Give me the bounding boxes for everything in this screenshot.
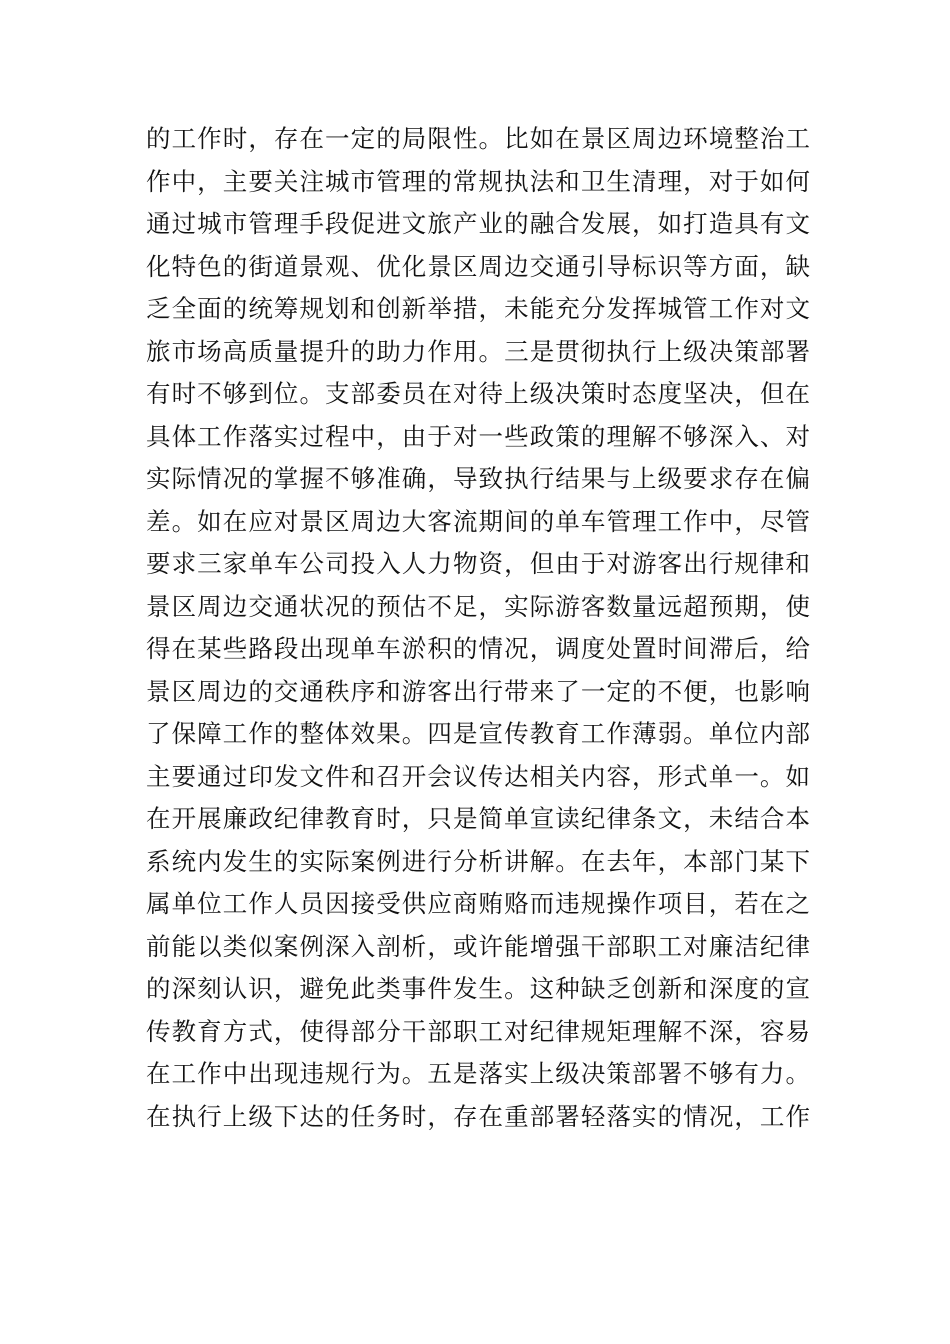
text-line: 在开展廉政纪律教育时，只是简单宣读纪律条文，未结合本 [146,804,810,833]
text-line: 旅市场高质量提升的助力作用。三是贯彻执行上级决策部署 [146,336,810,366]
text-line: 在工作中出现违规行为。五是落实上级决策部署不够有力。 [146,1059,810,1088]
text-line: 化特色的街道景观、优化景区周边交通引导标识等方面，缺 [146,251,810,281]
text-line: 乏全面的统筹规划和创新举措，未能充分发挥城管工作对文 [146,294,810,323]
text-line: 有时不够到位。支部委员在对待上级决策时态度坚决，但在 [146,379,810,408]
text-line: 系统内发生的实际案例进行分析讲解。在去年，本部门某下 [146,846,810,876]
text-line: 景区周边交通状况的预估不足，实际游客数量远超预期，使 [146,591,810,621]
text-line: 属单位工作人员因接受供应商贿赂而违规操作项目，若在之 [146,889,810,918]
text-line: 通过城市管理手段促进文旅产业的融合发展，如打造具有文 [146,209,810,238]
text-line: 作中，主要关注城市管理的常规执法和卫生清理，对于如何 [146,166,810,196]
text-line: 传教育方式，使得部分干部职工对纪律规矩理解不深，容易 [146,1016,810,1046]
text-line: 主要通过印发文件和召开会议传达相关内容，形式单一。如 [146,761,810,791]
body-text [146,118,810,1138]
text-line: 差。如在应对景区周边大客流期间的单车管理工作中，尽管 [146,506,810,536]
text-line: 景区周边的交通秩序和游客出行带来了一定的不便，也影响 [146,676,810,706]
text-line: 的工作时，存在一定的局限性。比如在景区周边环境整治工 [146,124,810,153]
text-line: 了保障工作的整体效果。四是宣传教育工作薄弱。单位内部 [146,719,810,748]
text-line: 得在某些路段出现单车淤积的情况，调度处置时间滞后，给 [146,634,810,663]
text-line: 前能以类似案例深入剖析，或许能增强干部职工对廉洁纪律 [146,931,810,961]
text-line: 要求三家单车公司投入人力物资，但由于对游客出行规律和 [146,549,810,578]
text-line: 的深刻认识，避免此类事件发生。这种缺乏创新和深度的宣 [146,974,810,1003]
text-line: 实际情况的掌握不够准确，导致执行结果与上级要求存在偏 [146,464,810,493]
text-line: 具体工作落实过程中，由于对一些政策的理解不够深入、对 [146,421,810,451]
text-line: 在执行上级下达的任务时，存在重部署轻落实的情况，工作 [146,1101,810,1131]
